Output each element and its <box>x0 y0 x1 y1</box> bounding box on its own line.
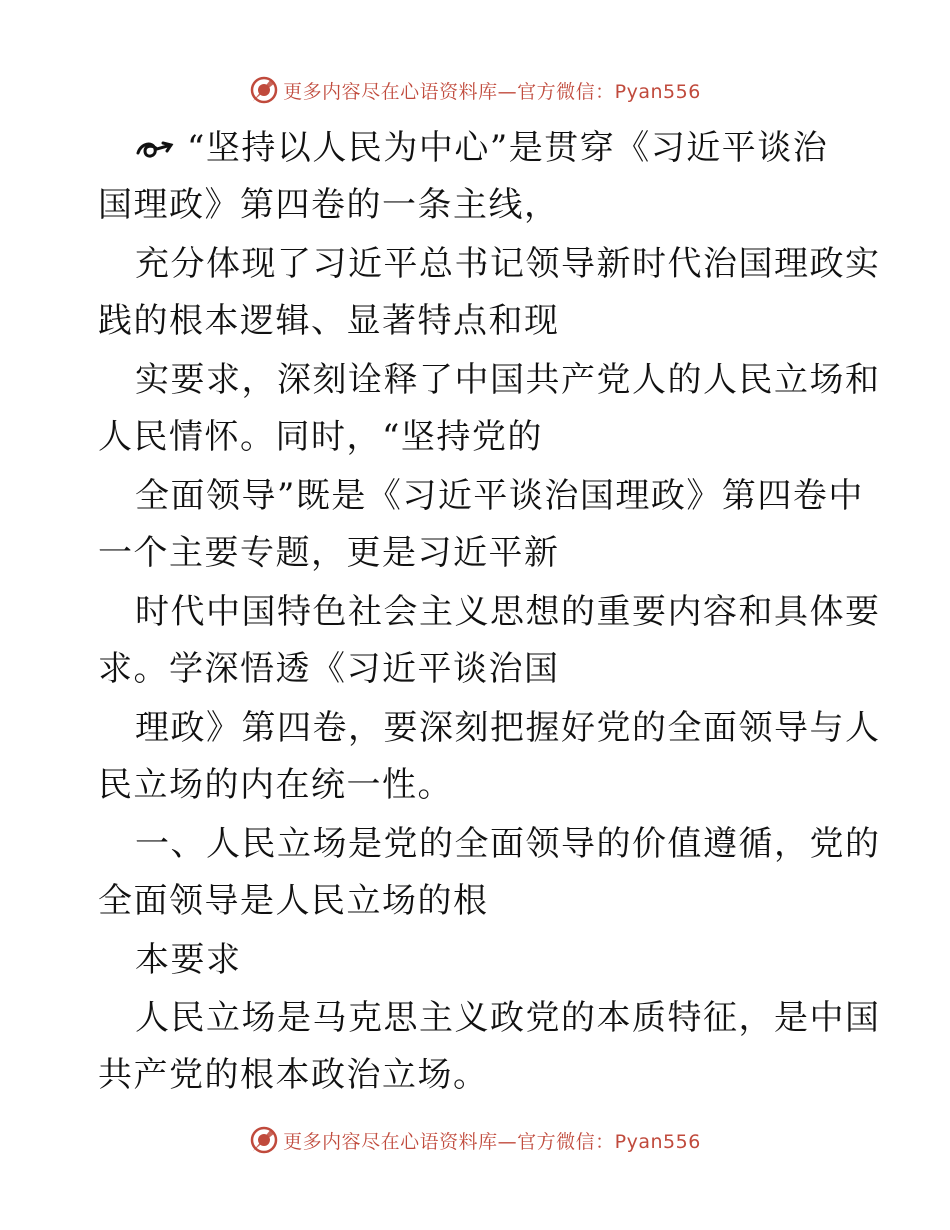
header-banner <box>0 70 950 110</box>
text-line: 全面领导”既是《习近平谈治国理政》第四卷中 <box>135 476 864 516</box>
text-line: 充分体现了习近平总书记领导新时代治国理政实 <box>135 244 881 284</box>
ornament-swirl-icon <box>135 137 175 163</box>
section-heading: 本要求 <box>135 940 242 980</box>
text-line <box>135 124 895 172</box>
text-line: 民立场的内在统一性。 <box>98 765 453 805</box>
quill-seal-icon <box>249 75 279 105</box>
text-line-content: “坚持以人民为中心”是贯穿《习近平谈治 <box>187 128 829 168</box>
text-line: 实要求，深刻诠释了中国共产党人的人民立场和 <box>135 360 881 400</box>
footer-banner <box>0 1120 950 1160</box>
text-line: 时代中国特色社会主义思想的重要内容和具体要 <box>135 592 881 632</box>
text-line: 一个主要专题，更是习近平新 <box>98 533 560 573</box>
text-line: 人民立场是马克思主义政党的本质特征，是中国 <box>135 998 881 1038</box>
section-heading: 全面领导是人民立场的根 <box>98 881 489 921</box>
text-line: 共产党的根本政治立场。 <box>98 1055 489 1095</box>
text-line: 求。学深悟透《习近平谈治国 <box>98 649 560 689</box>
text-line: 人民情怀。同时，“坚持党的 <box>98 417 543 457</box>
text-line: 国理政》第四卷的一条主线， <box>98 185 560 225</box>
text-line: 践的根本逻辑、显著特点和现 <box>98 301 560 341</box>
header-banner-text: 更多内容尽在心语资料库—官方微信：Pyan556 <box>283 80 701 103</box>
footer-banner-text: 更多内容尽在心语资料库—官方微信：Pyan556 <box>283 1130 701 1153</box>
quill-seal-icon <box>249 1125 279 1155</box>
text-line: 理政》第四卷，要深刻把握好党的全面领导与人 <box>135 708 881 748</box>
section-heading: 一、人民立场是党的全面领导的价值遵循，党的 <box>135 824 881 864</box>
